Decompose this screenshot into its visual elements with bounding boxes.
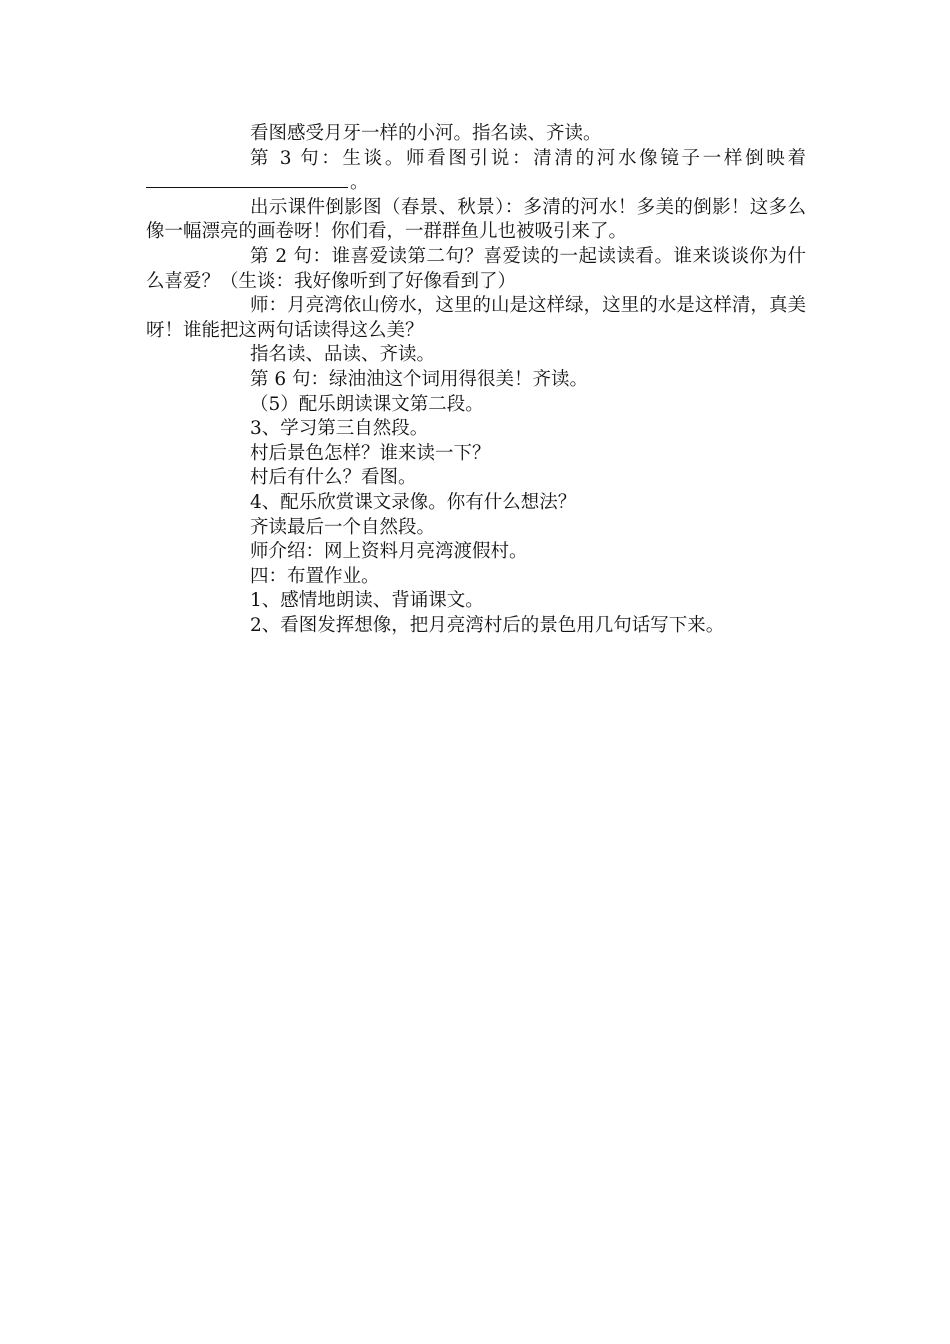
paragraph bbox=[146, 294, 806, 343]
paragraph bbox=[146, 122, 806, 147]
paragraph-text: 师介绍：网上资料月亮湾渡假村。 bbox=[250, 541, 528, 563]
paragraph-text: 出示课件倒影图（春景、秋景）：多清的河水！多美的倒影！这多么像一幅漂亮的画卷呀！你们看，一群群鱼儿也被吸引来了。 bbox=[146, 196, 806, 243]
paragraph bbox=[146, 417, 806, 442]
paragraph-text: 第 3 句：生谈。师看图引说：清清的河水像镜子一样倒映着 bbox=[250, 147, 806, 169]
paragraph-text: 师：月亮湾依山傍水，这里的山是这样绿，这里的水是这样清，真美呀！谁能把这两句话读得这么美？ bbox=[146, 295, 806, 341]
paragraph bbox=[146, 614, 806, 639]
paragraph-text: 2、看图发挥想像，把月亮湾村后的景色用几句话写下来。 bbox=[250, 614, 725, 636]
paragraph bbox=[146, 589, 806, 614]
paragraph bbox=[146, 491, 806, 516]
paragraph-text: 看图感受月牙一样的小河。指名读、齐读。 bbox=[250, 123, 602, 144]
paragraph bbox=[146, 245, 806, 294]
paragraph-text: 第 6 句：绿油油这个词用得很美！齐读。 bbox=[250, 368, 589, 390]
paragraph-text: 指名读、品读、齐读。 bbox=[250, 344, 436, 366]
paragraph bbox=[146, 343, 806, 368]
paragraph-text: 村后有什么？看图。 bbox=[250, 467, 417, 489]
paragraph bbox=[146, 565, 806, 590]
paragraph-text: 村后景色怎样？谁来读一下？ bbox=[250, 442, 491, 464]
paragraph-text: 齐读最后一个自然段。 bbox=[250, 516, 436, 538]
paragraph-text: 1、感情地朗读、背诵课文。 bbox=[250, 590, 484, 612]
paragraph bbox=[146, 147, 806, 196]
document-body bbox=[146, 122, 806, 638]
paragraph bbox=[146, 393, 806, 418]
paragraph-text: 四：布置作业。 bbox=[250, 565, 380, 587]
paragraph bbox=[146, 368, 806, 393]
paragraph bbox=[146, 466, 806, 491]
paragraph bbox=[146, 516, 806, 541]
paragraph bbox=[146, 196, 806, 245]
paragraph-text: 4、配乐欣赏课文录像。你有什么想法？ bbox=[250, 491, 577, 513]
paragraph bbox=[146, 540, 806, 565]
paragraph-text: 。 bbox=[350, 172, 369, 194]
paragraph-text: （5）配乐朗读课文第二段。 bbox=[250, 393, 484, 415]
paragraph-text: 3、学习第三自然段。 bbox=[250, 418, 429, 440]
paragraph-text: 第 2 句：谁喜爱读第二句？喜爱读的一起读读看。谁来谈谈你为什么喜爱？（生谈：我好像听到了好像看到了） bbox=[146, 245, 806, 292]
fill-in-blank bbox=[146, 186, 348, 188]
paragraph bbox=[146, 442, 806, 467]
